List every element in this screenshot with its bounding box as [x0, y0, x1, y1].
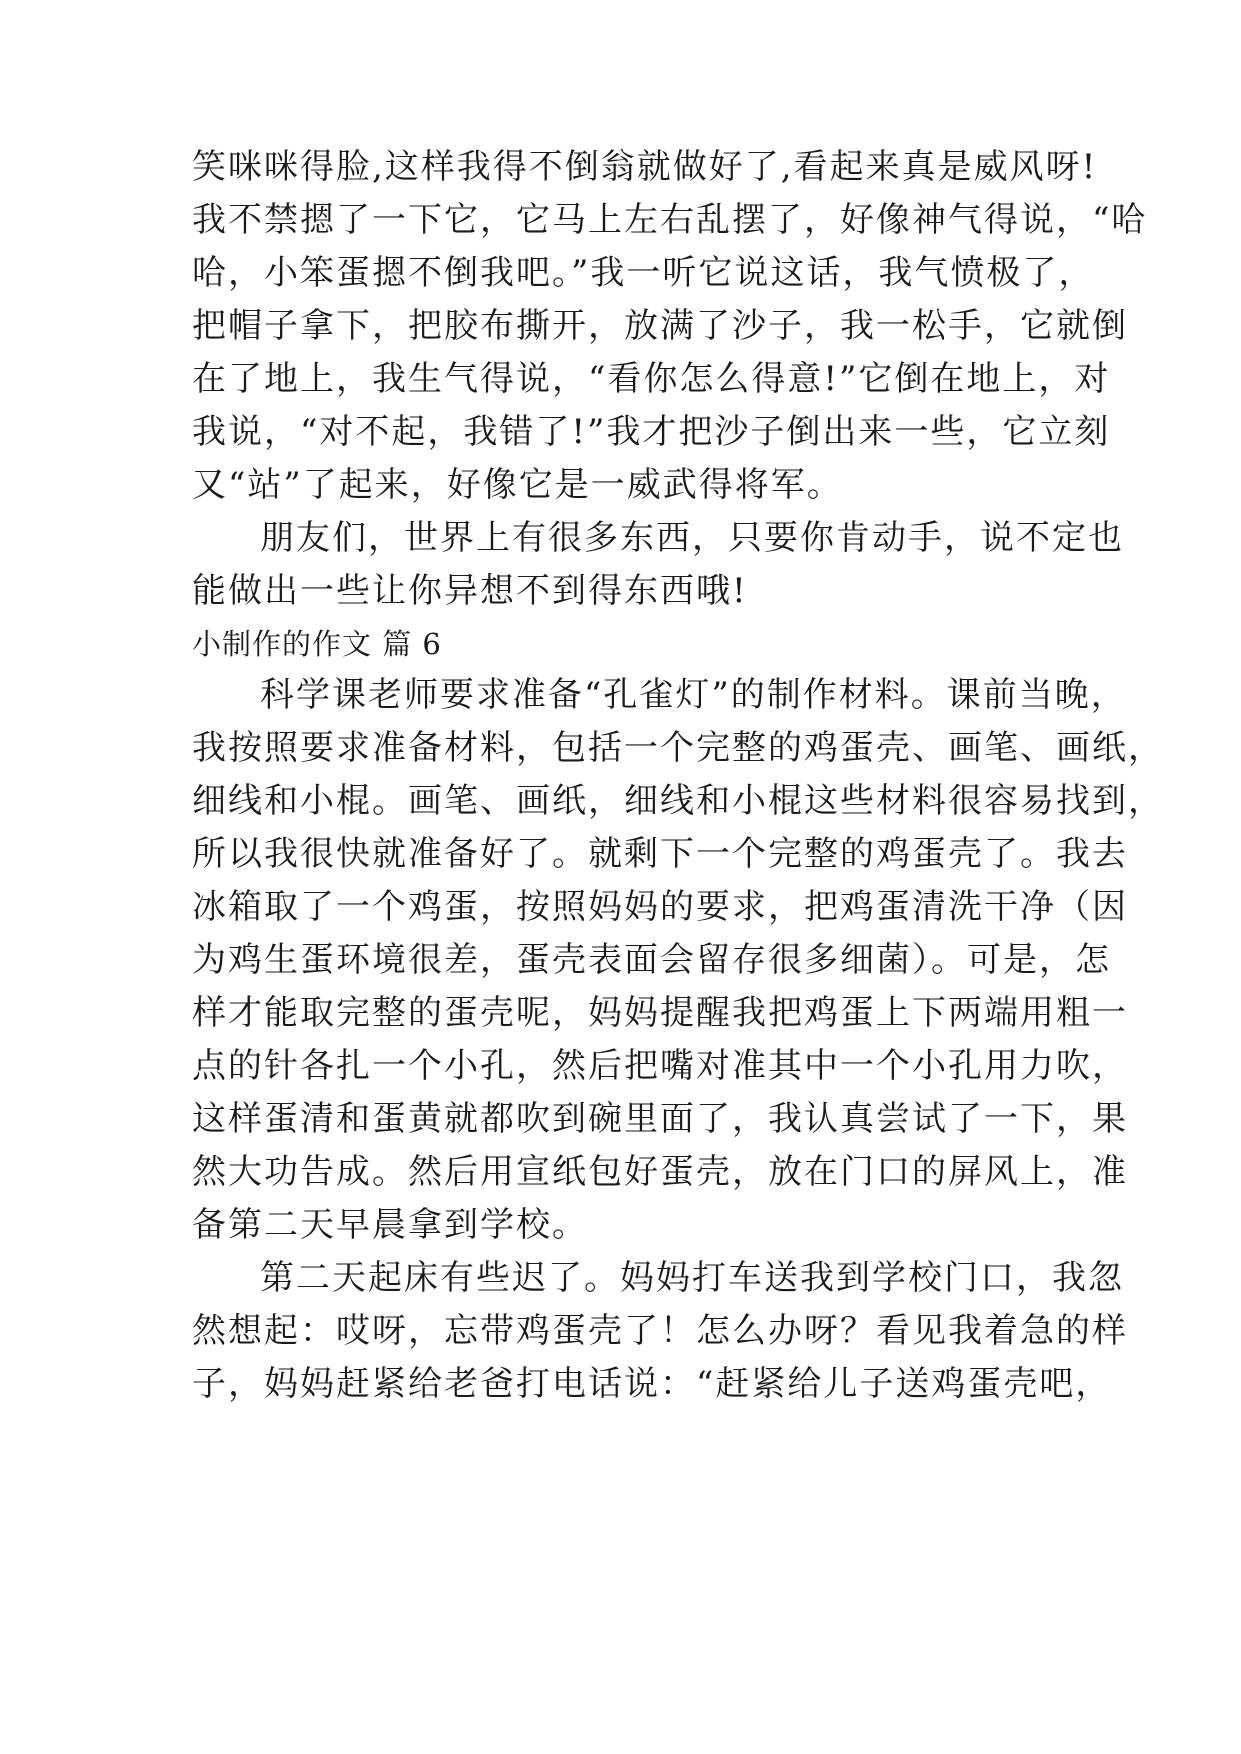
text-line: 我说，“对不起，我错了!”我才把沙子倒出来一些，它立刻	[192, 412, 1111, 452]
text-line: 能做出一些让你异想不到得东西哦!	[192, 571, 748, 611]
text-line: 我不禁摁了一下它，它马上左右乱摆了，好像神气得说，“哈	[192, 200, 1148, 240]
text-line: 样才能取完整的蛋壳呢，妈妈提醒我把鸡蛋上下两端用粗一	[192, 993, 1128, 1033]
text-line: 把帽子拿下，把胶布撕开，放满了沙子，我一松手，它就倒	[192, 306, 1128, 346]
text-line: 然想起：哎呀，忘带鸡蛋壳了！怎么办呀？看见我着急的样	[192, 1311, 1128, 1351]
text-line: 第二天起床有些迟了。妈妈打车送我到学校门口，我忽	[260, 1258, 1124, 1298]
text-line: 为鸡生蛋环境很差，蛋壳表面会留存很多细菌）。可是，怎	[192, 940, 1111, 980]
text-line: 子，妈妈赶紧给老爸打电话说：“赶紧给儿子送鸡蛋壳吧，	[192, 1364, 1112, 1404]
text-line: 笑咪咪得脸,这样我得不倒翁就做好了,看起来真是威风呀!	[192, 147, 1098, 187]
text-line: 备第二天早晨拿到学校。	[192, 1205, 588, 1245]
text-line: 点的针各扎一个小孔，然后把嘴对准其中一个小孔用力吹，	[192, 1046, 1128, 1086]
text-line: 这样蛋清和蛋黄就都吹到碗里面了，我认真尝试了一下，果	[192, 1099, 1128, 1139]
text-line: 然大功告成。然后用宣纸包好蛋壳，放在门口的屏风上，准	[192, 1152, 1128, 1192]
text-line: 所以我很快就准备好了。就剩下一个完整的鸡蛋壳了。我去	[192, 834, 1128, 874]
text-line: 冰箱取了一个鸡蛋，按照妈妈的要求，把鸡蛋清洗干净（因	[192, 887, 1128, 927]
section-heading: 小制作的作文 篇 6	[192, 627, 442, 661]
text-line: 朋友们，世界上有很多东西，只要你肯动手，说不定也	[260, 518, 1124, 558]
text-line: 又“站”了起来，好像它是一威武得将军。	[192, 465, 843, 505]
text-line: 哈，小笨蛋摁不倒我吧。”我一听它说这话，我气愤极了，	[192, 253, 1095, 293]
text-line: 在了地上，我生气得说，“看你怎么得意!”它倒在地上，对	[192, 359, 1111, 399]
text-line: 科学课老师要求准备“孔雀灯”的制作材料。课前当晚，	[260, 675, 1127, 715]
text-line: 我按照要求准备材料，包括一个完整的鸡蛋壳、画笔、画纸，	[192, 728, 1164, 768]
text-line: 细线和小棍。画笔、画纸，细线和小棍这些材料很容易找到，	[192, 781, 1164, 821]
